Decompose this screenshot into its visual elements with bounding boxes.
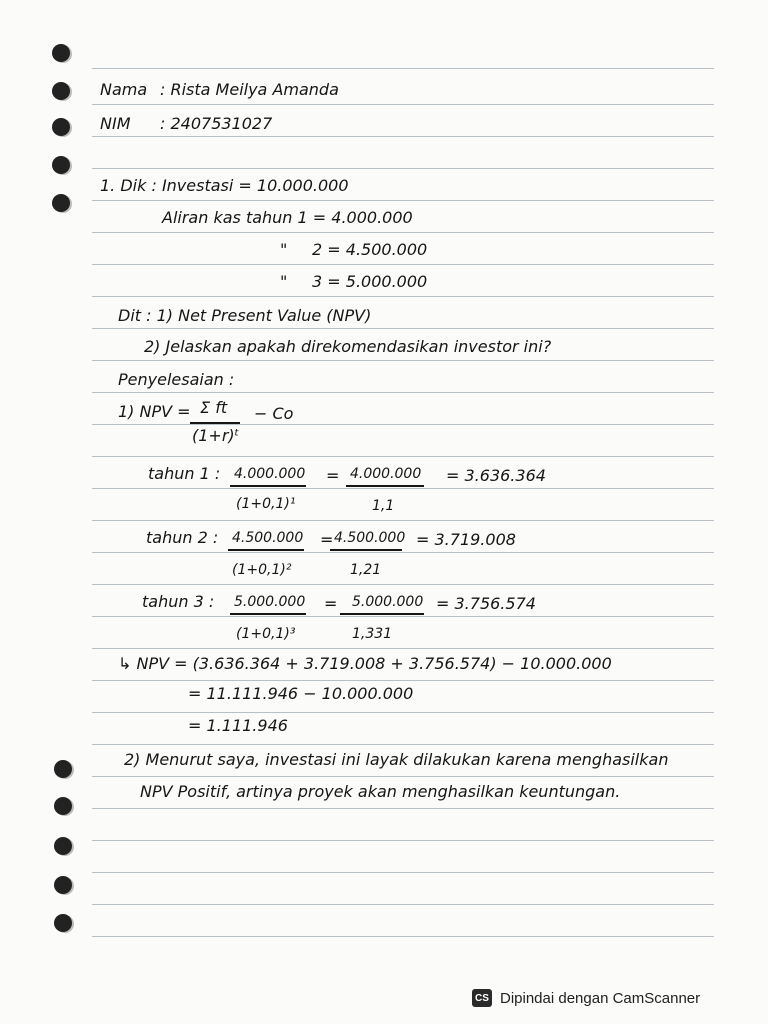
binder-hole bbox=[52, 44, 70, 62]
npv-line-2: = 11.111.946 − 10.000.000 bbox=[188, 684, 414, 703]
year-3-denominator: (1+0,1)³ bbox=[236, 626, 296, 642]
ruled-line bbox=[92, 904, 714, 905]
binder-hole bbox=[54, 876, 72, 894]
fraction-bar bbox=[228, 549, 304, 551]
ruled-line bbox=[92, 520, 714, 521]
year-3-label: tahun 3 : bbox=[142, 592, 215, 611]
solution-heading: Penyelesaian : bbox=[118, 370, 235, 389]
npv-line-1: ↳ NPV = (3.636.364 + 3.719.008 + 3.756.574) − 10.000.000 bbox=[118, 654, 612, 673]
formula-denominator: (1+r)ᵗ bbox=[192, 426, 240, 445]
camscanner-label: Dipindai dengan CamScanner bbox=[500, 989, 701, 1007]
formula-lhs: 1) NPV = bbox=[118, 402, 191, 421]
year-3-numerator-2: 5.000.000 bbox=[352, 594, 424, 610]
ruled-line bbox=[92, 840, 714, 841]
ruled-line bbox=[92, 456, 714, 457]
ruled-line bbox=[92, 392, 714, 393]
fraction-bar bbox=[340, 613, 424, 615]
ruled-line bbox=[92, 552, 714, 553]
ruled-line bbox=[92, 744, 714, 745]
year-3-result: = 3.756.574 bbox=[436, 594, 536, 613]
year-1-numerator: 4.000.000 bbox=[234, 466, 306, 482]
ditto-mark: " bbox=[280, 240, 288, 259]
year-3-equals: = bbox=[324, 594, 338, 613]
ruled-line bbox=[92, 776, 714, 777]
formula-minus-co: − Co bbox=[254, 404, 294, 423]
ruled-line bbox=[92, 328, 714, 329]
camscanner-logo-icon: CS bbox=[472, 989, 492, 1007]
fraction-bar bbox=[190, 422, 240, 424]
ruled-line bbox=[92, 296, 714, 297]
ruled-line bbox=[92, 424, 714, 425]
answer-2-line-1: 2) Menurut saya, investasi ini layak dilakukan karena menghasilkan bbox=[124, 750, 669, 769]
fraction-bar bbox=[230, 485, 306, 487]
ruled-line bbox=[92, 712, 714, 713]
dit-line-2: 2) Jelaskan apakah direkomendasikan investor ini? bbox=[144, 337, 552, 356]
binder-hole bbox=[54, 914, 72, 932]
ruled-line bbox=[92, 168, 714, 169]
year-3-denominator-2: 1,331 bbox=[352, 626, 393, 642]
ruled-line bbox=[92, 232, 714, 233]
binder-hole bbox=[52, 118, 70, 136]
ruled-line bbox=[92, 648, 714, 649]
year-1-equals: = bbox=[326, 466, 340, 485]
ruled-line bbox=[92, 616, 714, 617]
ruled-line bbox=[92, 264, 714, 265]
camscanner-watermark bbox=[472, 983, 752, 1013]
ruled-line bbox=[92, 808, 714, 809]
dit-line-1: Dit : 1) Net Present Value (NPV) bbox=[118, 306, 372, 325]
ruled-line bbox=[92, 68, 714, 69]
year-2-denominator: (1+0,1)² bbox=[232, 562, 292, 578]
cash-flow-year-2: 2 = 4.500.000 bbox=[312, 240, 428, 259]
answer-2-line-2: NPV Positif, artinya proyek akan menghasilkan keuntungan. bbox=[140, 782, 621, 801]
fraction-bar bbox=[330, 549, 402, 551]
year-1-denominator-2: 1,1 bbox=[372, 498, 395, 514]
ruled-line bbox=[92, 936, 714, 937]
binder-hole bbox=[52, 82, 70, 100]
year-2-numerator: 4.500.000 bbox=[232, 530, 304, 546]
year-3-numerator: 5.000.000 bbox=[234, 594, 306, 610]
year-1-numerator-2: 4.000.000 bbox=[350, 466, 422, 482]
year-2-denominator-2: 1,21 bbox=[350, 562, 382, 578]
ruled-line bbox=[92, 104, 714, 105]
name-value: : Rista Meilya Amanda bbox=[160, 80, 339, 99]
ruled-line bbox=[92, 872, 714, 873]
cash-flow-year-3: 3 = 5.000.000 bbox=[312, 272, 428, 291]
ruled-line bbox=[92, 488, 714, 489]
ruled-line bbox=[92, 360, 714, 361]
year-1-denominator: (1+0,1)¹ bbox=[236, 496, 296, 512]
fraction-bar bbox=[346, 485, 424, 487]
year-1-result: = 3.636.364 bbox=[446, 466, 546, 485]
fraction-bar bbox=[230, 613, 306, 615]
year-2-equals: = bbox=[320, 530, 334, 549]
ruled-line bbox=[92, 680, 714, 681]
year-2-numerator-2: 4.500.000 bbox=[334, 530, 406, 546]
ruled-line bbox=[92, 584, 714, 585]
name-label: Nama bbox=[100, 80, 148, 99]
binder-hole bbox=[54, 760, 72, 778]
binder-hole bbox=[54, 837, 72, 855]
binder-hole bbox=[54, 797, 72, 815]
nim-label: NIM bbox=[100, 114, 131, 133]
formula-numerator: Σ ft bbox=[200, 398, 228, 417]
ditto-mark: " bbox=[280, 272, 288, 291]
binder-hole bbox=[52, 194, 70, 212]
nim-value: : 2407531027 bbox=[160, 114, 273, 133]
dik-line: 1. Dik : Investasi = 10.000.000 bbox=[100, 176, 349, 195]
ruled-line bbox=[92, 136, 714, 137]
cash-flow-year-1: Aliran kas tahun 1 = 4.000.000 bbox=[162, 208, 413, 227]
npv-line-3: = 1.111.946 bbox=[188, 716, 288, 735]
ruled-line bbox=[92, 200, 714, 201]
year-2-label: tahun 2 : bbox=[146, 528, 219, 547]
year-2-result: = 3.719.008 bbox=[416, 530, 516, 549]
binder-hole bbox=[52, 156, 70, 174]
year-1-label: tahun 1 : bbox=[148, 464, 221, 483]
